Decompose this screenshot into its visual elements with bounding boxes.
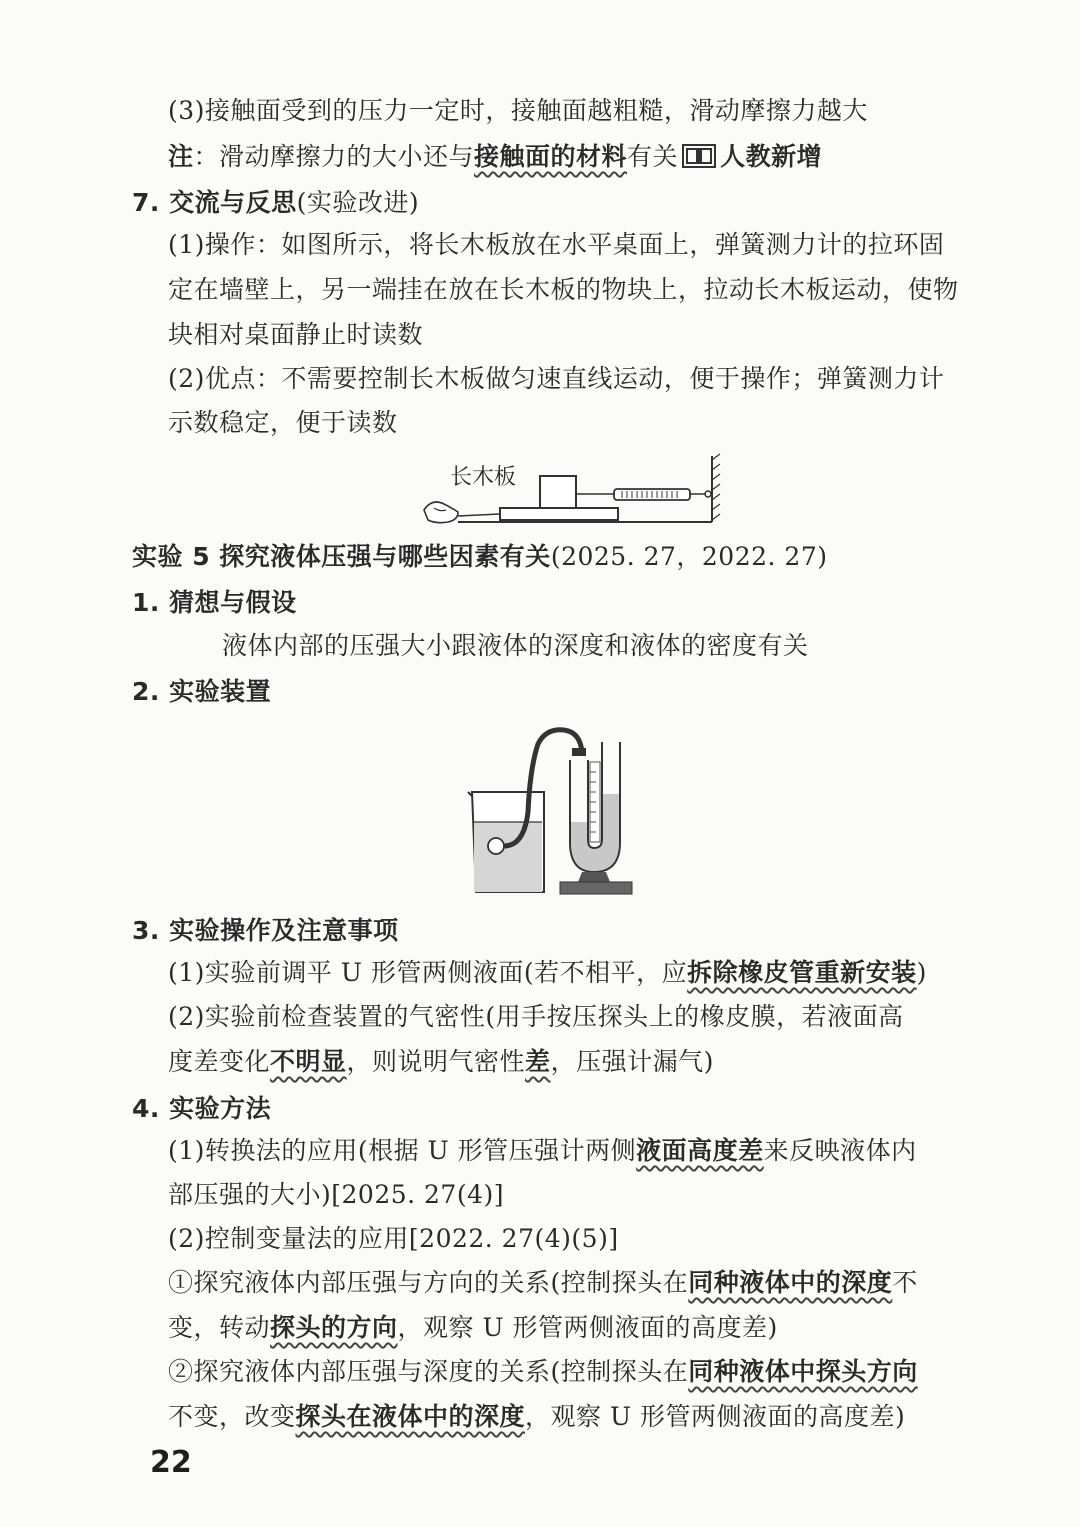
caution-line-1: (1)实验前调平 U 形管两侧液面(若不相平，应拆除橡皮管重新安装): [168, 958, 927, 987]
caution-line-2a: (2)实验前检查装置的气密性(用手按压探头上的橡皮膜，若液面高: [168, 1002, 904, 1031]
advantage-line-2: 示数稳定，便于读数: [168, 408, 398, 437]
method-2-line: (2)控制变量法的应用[2022. 27(4)(5)]: [168, 1224, 619, 1253]
operation-line-1: (1)操作：如图所示，将长木板放在水平桌面上，弹簧测力计的拉环固: [168, 230, 945, 259]
hypothesis-text: 液体内部的压强大小跟液体的深度和液体的密度有关: [222, 631, 809, 660]
note-label: 注: [168, 142, 194, 171]
highlight-poor: 差: [525, 1047, 551, 1076]
depth-line-b: 不变，改变探头在液体中的深度，观察 U 形管两侧液面的高度差): [168, 1402, 906, 1431]
operation-line-3: 块相对桌面静止时读数: [168, 320, 424, 349]
highlight-height-difference: 液面高度差: [636, 1136, 764, 1165]
highlight-probe-depth: 探头在液体中的深度: [295, 1402, 526, 1431]
step-4-heading: 4. 实验方法: [132, 1094, 272, 1123]
operation-line-2: 定在墙壁上，另一端挂在放在长木板的物块上，拉动长木板运动，使物: [168, 275, 959, 304]
long-board-label: 长木板: [450, 465, 517, 490]
method-1-line-a: (1)转换法的应用(根据 U 形管压强计两侧液面高度差来反映液体内: [168, 1136, 917, 1165]
highlight-same-liquid-direction: 同种液体中探头方向: [688, 1357, 918, 1386]
book-icon: [682, 143, 716, 177]
highlight-reinstall-tube: 拆除橡皮管重新安装: [687, 958, 917, 987]
section-7-heading: 7. 交流与反思(实验改进): [132, 188, 420, 217]
friction-apparatus-figure: [418, 452, 728, 536]
note-line: 注：滑动摩擦力的大小还与接触面的材料有关 人教新增: [168, 140, 822, 177]
friction-item-3: (3)接触面受到的压力一定时，接触面越粗糙，滑动摩擦力越大: [168, 96, 868, 125]
highlight-probe-direction: 探头的方向: [270, 1313, 398, 1342]
caution-line-2b: 度差变化不明显，则说明气密性差，压强计漏气): [168, 1047, 714, 1076]
advantage-line-1: (2)优点：不需要控制长木板做匀速直线运动，便于操作；弹簧测力计: [168, 364, 945, 393]
step-3-heading: 3. 实验操作及注意事项: [132, 916, 399, 945]
experiment-5-title: 实验 5 探究液体压强与哪些因素有关(2025. 27，2022. 27): [132, 542, 828, 571]
depth-line-a: ②探究液体内部压强与深度的关系(控制探头在同种液体中探头方向: [168, 1357, 918, 1386]
page-number: 22: [150, 1445, 192, 1480]
highlight-not-obvious: 不明显: [270, 1047, 347, 1076]
step-2-heading: 2. 实验装置: [132, 677, 272, 706]
method-1-line-b: 部压强的大小)[2025. 27(4)]: [168, 1180, 505, 1209]
liquid-pressure-apparatus-figure: [464, 722, 644, 902]
step-1-heading: 1. 猜想与假设: [132, 588, 297, 617]
highlight-contact-material: 接触面的材料: [474, 142, 628, 171]
highlight-same-liquid-depth: 同种液体中的深度: [688, 1268, 893, 1297]
pep-new-tag: 人教新增: [720, 142, 823, 171]
direction-line-b: 变，转动探头的方向，观察 U 形管两侧液面的高度差): [168, 1313, 778, 1342]
direction-line-a: ①探究液体内部压强与方向的关系(控制探头在同种液体中的深度不: [168, 1268, 918, 1297]
